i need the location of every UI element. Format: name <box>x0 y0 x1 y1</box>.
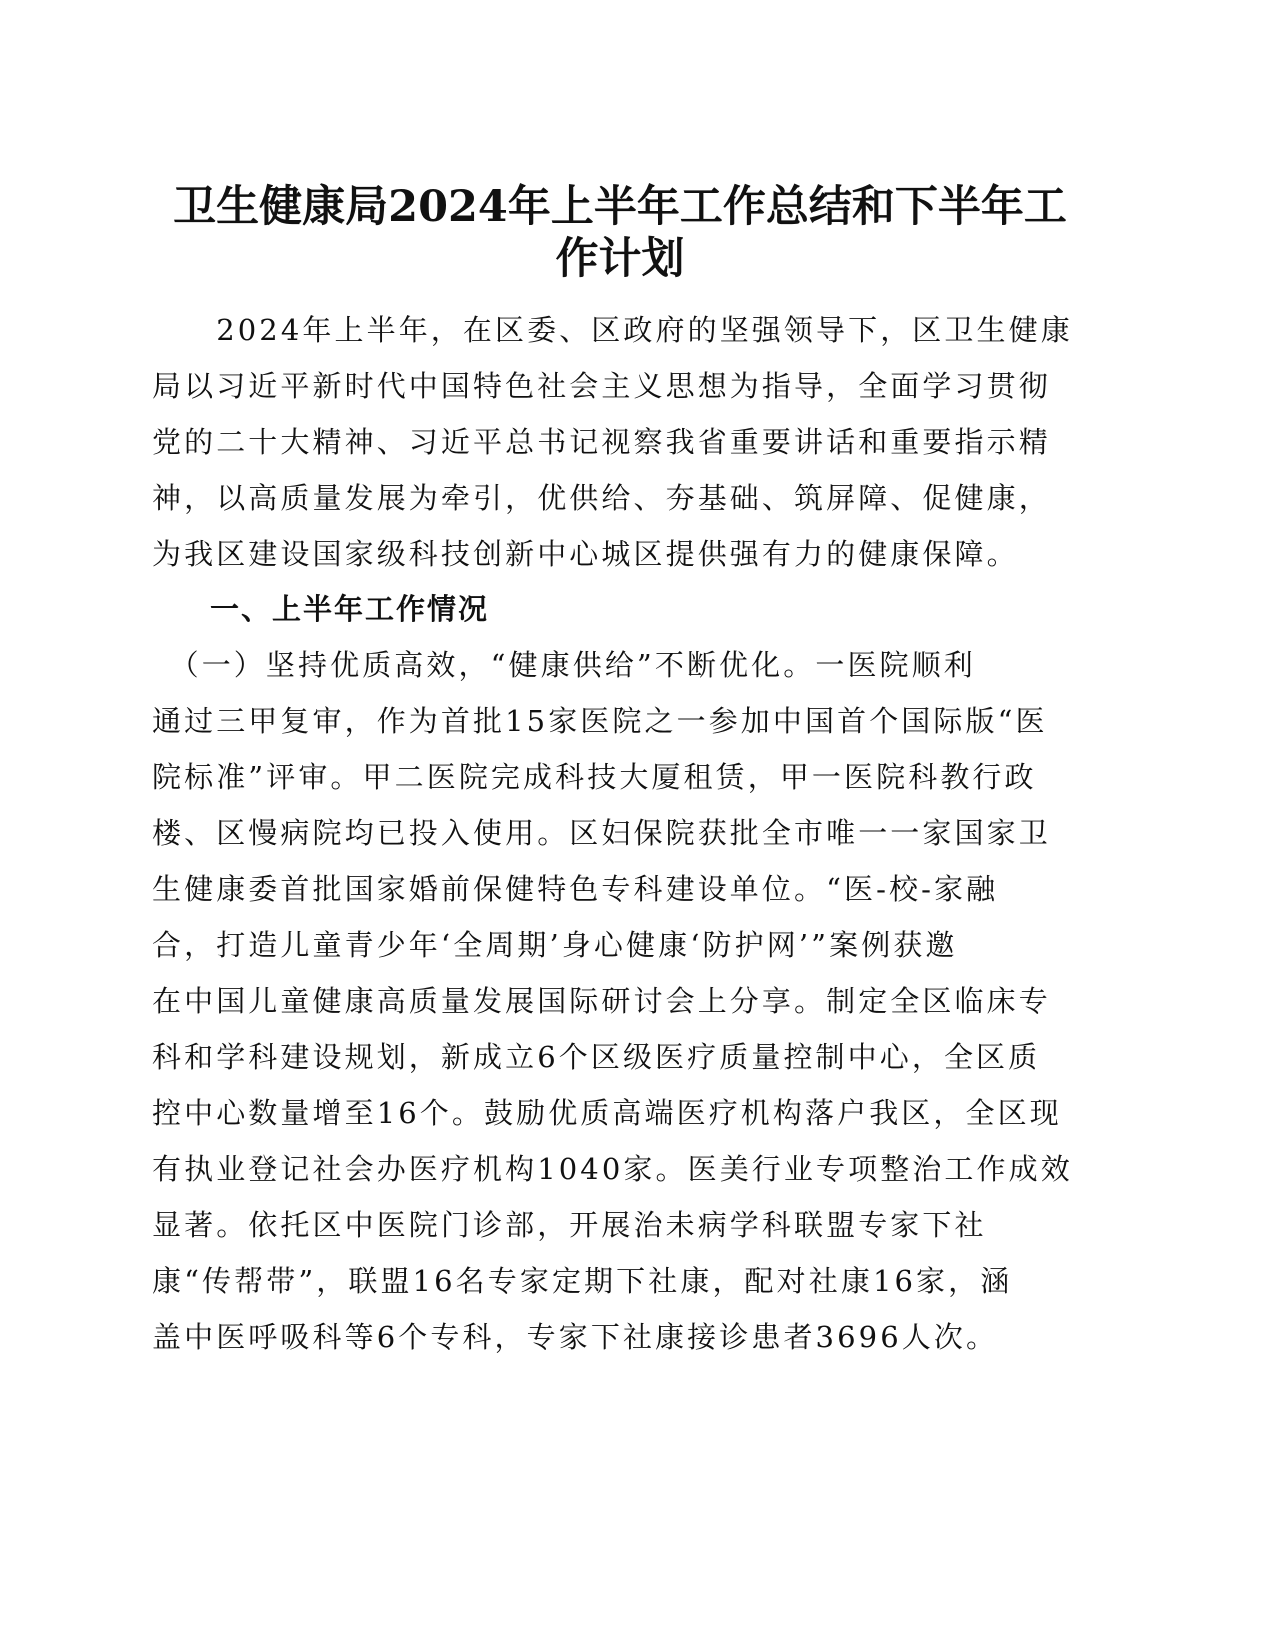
section-paragraph-line: 控中心数量增至16个。鼓励优质高端医疗机构落户我区，全区现 <box>152 1096 1062 1130</box>
section-paragraph-line: （一）坚持优质高效，“健康供给”不断优化。一医院顺利 <box>152 648 976 682</box>
section-paragraph-line: 有执业登记社会办医疗机构1040家。医美行业专项整治工作成效 <box>152 1152 1073 1186</box>
intro-paragraph-line: 2024年上半年，在区委、区政府的坚强领导下，区卫生健康 <box>152 313 1073 347</box>
section-paragraph-line: 生健康委首批国家婚前保健特色专科建设单位。“医-校-家融 <box>152 872 999 906</box>
section-heading: 一、上半年工作情况 <box>210 592 490 626</box>
document-title-line-1: 卫生健康局2024年上半年工作总结和下半年工 <box>173 182 1067 232</box>
section-paragraph-line: 合，打造儿童青少年‘全周期’身心健康‘防护网’”案例获邀 <box>152 928 958 962</box>
section-paragraph-line: 通过三甲复审，作为首批15家医院之一参加中国首个国际版“医 <box>152 704 1048 738</box>
section-paragraph-line: 显著。依托区中医院门诊部，开展治未病学科联盟专家下社 <box>152 1208 987 1242</box>
section-paragraph-line: 盖中医呼吸科等6个专科，专家下社康接诊患者3696人次。 <box>152 1320 999 1354</box>
intro-paragraph-line: 局以习近平新时代中国特色社会主义思想为指导，全面学习贯彻 <box>152 369 1051 403</box>
section-paragraph-line: 楼、区慢病院均已投入使用。区妇保院获批全市唯一一家国家卫 <box>152 816 1051 850</box>
document-title-line-2: 作计划 <box>555 234 685 284</box>
intro-paragraph-line: 神，以高质量发展为牵引，优供给、夯基础、筑屏障、促健康， <box>152 481 1051 515</box>
intro-paragraph-line: 党的二十大精神、习近平总书记视察我省重要讲话和重要指示精 <box>152 425 1051 459</box>
section-paragraph-line: 科和学科建设规划，新成立6个区级医疗质量控制中心，全区质 <box>152 1040 1041 1074</box>
intro-paragraph-line: 为我区建设国家级科技创新中心城区提供强有力的健康保障。 <box>152 537 1019 571</box>
section-paragraph-line: 康“传帮带”，联盟16名专家定期下社康，配对社康16家，涵 <box>152 1264 1013 1298</box>
section-paragraph-line: 在中国儿童健康高质量发展国际研讨会上分享。制定全区临床专 <box>152 984 1051 1018</box>
section-paragraph-line: 院标准”评审。甲二医院完成科技大厦租赁，甲一医院科教行政 <box>152 760 1037 794</box>
